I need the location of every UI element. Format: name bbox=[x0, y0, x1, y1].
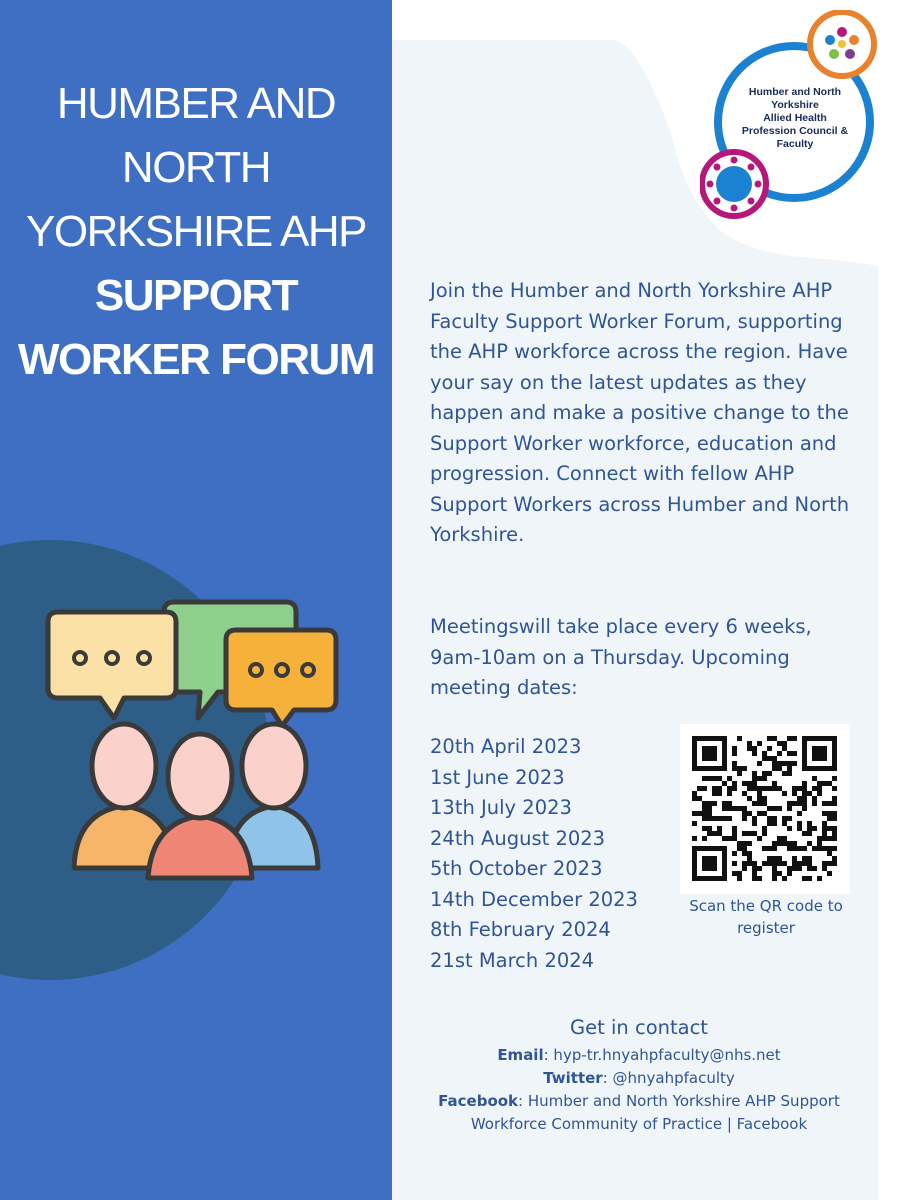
meeting-date: 24th August 2023 bbox=[430, 826, 606, 850]
email-label: Email bbox=[497, 1046, 544, 1064]
meeting-date: 20th April 2023 bbox=[430, 735, 582, 758]
logo-text-line: Faculty bbox=[776, 138, 814, 150]
title-line-5: WORKER FORUM bbox=[18, 335, 374, 384]
contact-twitter[interactable] bbox=[400, 1067, 878, 1090]
contact-email[interactable] bbox=[400, 1044, 878, 1067]
contact-heading: Get in contact bbox=[570, 1016, 708, 1039]
logo-text-line: Profession Council & bbox=[741, 125, 849, 137]
speech-bubbles-people-illustration-icon bbox=[40, 590, 350, 890]
facebook-value[interactable]: : Humber and North Yorkshire AHP Support bbox=[518, 1092, 840, 1110]
qr-caption-line: register bbox=[737, 919, 795, 937]
title-line-3: YORKSHIRE AHP bbox=[26, 207, 366, 256]
meeting-date: 21st March 2024 bbox=[430, 948, 595, 972]
intro-paragraph: Join the Humber and North Yorkshire AHP Faculty Support Worker Forum, supporting the AHP workforce across the region. Have your say on the latest updates as they happen and make a positive change to the Support Worker workforce, education and progression. Connect with fellow AHP Support Workers across Humber and North Yorkshire. bbox=[430, 279, 850, 546]
twitter-value[interactable]: : @hnyahpfaculty bbox=[602, 1069, 735, 1087]
meeting-dates-list bbox=[430, 732, 670, 976]
contact-section bbox=[400, 1014, 878, 1136]
logo-text-line: Allied Health bbox=[763, 112, 827, 124]
title-line-4: SUPPORT bbox=[94, 271, 298, 320]
left-panel bbox=[0, 0, 392, 1200]
meeting-date: 1st June 2023 bbox=[430, 765, 565, 789]
meeting-date: 8th February 2024 bbox=[430, 918, 611, 941]
meeting-date: 5th October 2023 bbox=[430, 857, 603, 880]
title-line-1: HUMBER AND bbox=[56, 79, 336, 128]
logo-text-line: Humber and North bbox=[748, 86, 842, 98]
twitter-label: Twitter bbox=[543, 1069, 603, 1087]
meetings-paragraph: Meetingswill take place every 6 weeks, 9am-10am on a Thursday. Upcoming meeting dates: bbox=[430, 615, 812, 699]
meeting-date: 14th December 2023 bbox=[430, 887, 638, 911]
qr-code-box[interactable] bbox=[680, 724, 850, 894]
logo-text-line: Yorkshire bbox=[771, 99, 819, 111]
poster-title bbox=[0, 72, 392, 392]
contact-facebook-cont[interactable]: Workforce Community of Practice | Facebook bbox=[470, 1115, 808, 1133]
facebook-label: Facebook bbox=[438, 1092, 519, 1110]
title-line-2: NORTH bbox=[121, 143, 271, 192]
qr-code-icon[interactable] bbox=[680, 724, 850, 894]
logo-text bbox=[740, 86, 850, 151]
qr-caption bbox=[676, 895, 856, 939]
qr-caption-line: Scan the QR code to bbox=[689, 897, 843, 915]
meeting-date: 13th July 2023 bbox=[430, 796, 572, 819]
contact-facebook[interactable] bbox=[400, 1090, 878, 1113]
email-value[interactable]: : hyp-tr.hnyahpfaculty@nhs.net bbox=[543, 1046, 781, 1064]
